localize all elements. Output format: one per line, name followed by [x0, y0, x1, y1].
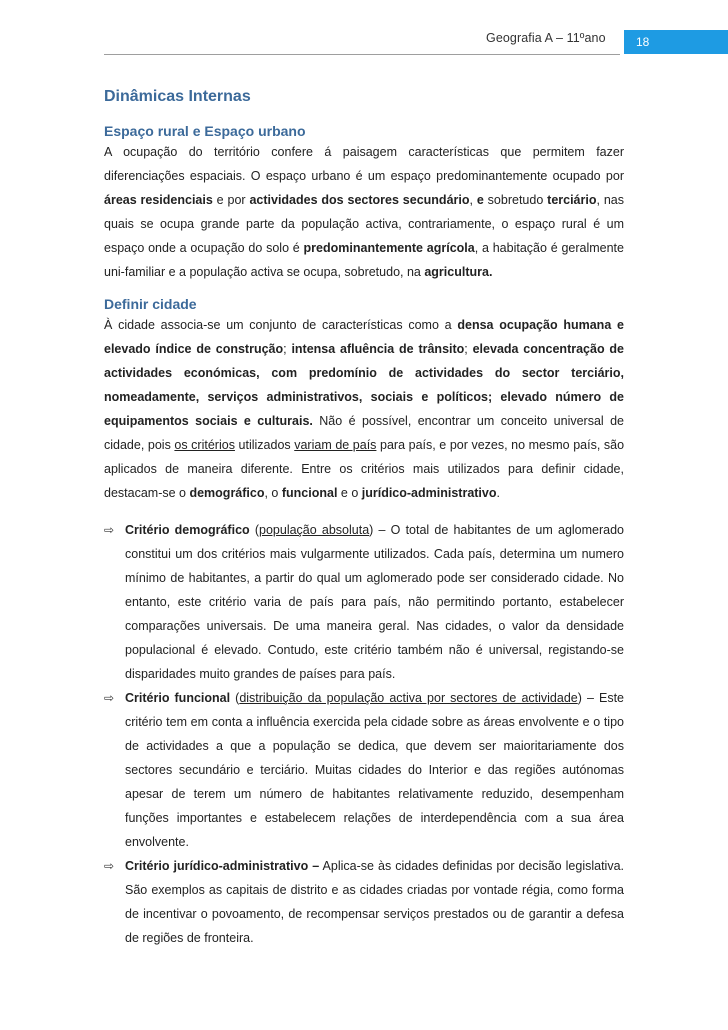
- document-body: [104, 86, 624, 950]
- text-run: (: [230, 691, 240, 705]
- text-run: , o: [264, 486, 282, 500]
- text-run: .: [496, 486, 500, 500]
- list-item-functional-criterion: [104, 686, 624, 854]
- text-run: , nas quais se ocupa grande parte da população activa, contrariamente, o espaço rural é um espaço onde a ocupação do solo é: [104, 193, 624, 255]
- text-run: Não é possível, encontrar um conceito universal de cidade, pois: [104, 414, 624, 452]
- text-run: A ocupação do território confere á paisagem características que permitem fazer diferenciações espaciais. O espaço urbano é um espaço predominantemente ocupado por: [104, 145, 624, 183]
- arrow-right-icon: ⇨: [104, 523, 115, 537]
- text-run: ;: [283, 342, 292, 356]
- text-run: ) –: [369, 523, 391, 537]
- header-divider: [104, 54, 620, 55]
- bold-run: elevada concentração de actividades económicas, com predomínio de actividades do sector terciário, nomeadamente, serviços administrativos, sociais e políticos; elevado número de equipamentos sociais e culturais.: [104, 342, 625, 428]
- paragraph-rural-urban: [104, 140, 624, 284]
- text-run: À cidade associa-se um conjunto de características como a: [104, 318, 458, 332]
- text-run: utilizados: [234, 438, 295, 452]
- text-run: sobretudo: [483, 193, 548, 207]
- criterion-text: Este critério tem em conta a influência exercida pela cidade sobre as áreas envolvente e o tipo de actividades a que a população se dedica, que devem ser maioritariamente dos sectores secundário e terciário. Muitas cidades do Interior e das regiões autónomas apesar de terem um número de habitantes relativamente reduzido, desempenham funções importantes e estabelecem relações de interdependência com a sua área envolvente.: [125, 691, 624, 849]
- bold-run: áreas residenciais: [104, 193, 213, 207]
- text-run: ) –: [577, 691, 599, 705]
- section-title-rural-urban: Espaço rural e Espaço urbano: [104, 123, 306, 139]
- criterion-name: Critério demográfico: [125, 523, 250, 537]
- text-run: e por: [212, 193, 250, 207]
- paragraph-define-city: [104, 313, 624, 505]
- underlined-run: população absoluta: [259, 523, 370, 537]
- bold-run: densa ocupação humana e elevado índice de construção: [104, 318, 624, 356]
- bold-run: agricultura.: [424, 265, 493, 279]
- underlined-run: os critérios: [174, 438, 235, 452]
- text-run: para país, e por vezes, no mesmo país, são aplicados de maneira diferente. Entre os critérios mais utilizados para definir cidade, destacam-se o: [104, 438, 625, 500]
- header-title: Geografia A – 11ºano: [486, 31, 606, 45]
- list-item-legal-administrative-criterion: [104, 854, 624, 950]
- arrow-right-icon: ⇨: [104, 859, 115, 873]
- text-run: , a habitação é geralmente uni-familiar e a população activa se ocupa, sobretudo, na: [104, 241, 624, 279]
- bold-run: predominantemente agrícola: [303, 241, 475, 255]
- criterion-text: O total de habitantes de um aglomerado constitui um dos critérios mais vulgarmente utilizados. Cada país, determina um numero mínimo de habitantes, a partir do qual um aglomerado pode ser considerado cidade. No entanto, este critério varia de país para país, não permitindo portanto, estabelecer comparações universais. De uma maneira geral. Nas cidades, o valor da densidade populacional é elevado. Contudo, este critério também não é universal, registando-se disparidades muito grandes de países para país.: [125, 523, 625, 681]
- list-item-demographic-criterion: [104, 518, 624, 686]
- bold-run: e: [476, 193, 484, 207]
- page-number-badge: 18: [624, 30, 728, 54]
- page-heading: Dinâmicas Internas: [104, 88, 251, 105]
- bold-run: terciário: [547, 193, 597, 207]
- criterion-name: Critério jurídico-administrativo –: [125, 859, 320, 873]
- text-run: e o: [337, 486, 362, 500]
- criterion-name: Critério funcional: [125, 691, 231, 705]
- bold-run: jurídico-administrativo: [361, 486, 497, 500]
- arrow-right-icon: ⇨: [104, 691, 115, 705]
- underlined-run: distribuição da população activa por sectores de actividade: [239, 691, 578, 705]
- section-title-define-city: Definir cidade: [104, 296, 197, 312]
- text-run: ,: [469, 193, 477, 207]
- criteria-list: [104, 518, 624, 950]
- underlined-run: variam de país: [294, 438, 377, 452]
- bold-run: actividades dos sectores secundário: [249, 193, 470, 207]
- text-run: (: [249, 523, 260, 537]
- bold-run: intensa afluência de trânsito: [291, 342, 465, 356]
- criterion-text: Aplica-se às cidades definidas por decisão legislativa. São exemplos as capitais de distrito e as cidades criadas por vontade régia, como forma de incentivar o povoamento, de recompensar serviços prestados ou de garantir a defesa de regiões de fronteira.: [125, 859, 624, 945]
- bold-run: demográfico: [189, 486, 265, 500]
- text-run: ;: [464, 342, 473, 356]
- bold-run: funcional: [281, 486, 338, 500]
